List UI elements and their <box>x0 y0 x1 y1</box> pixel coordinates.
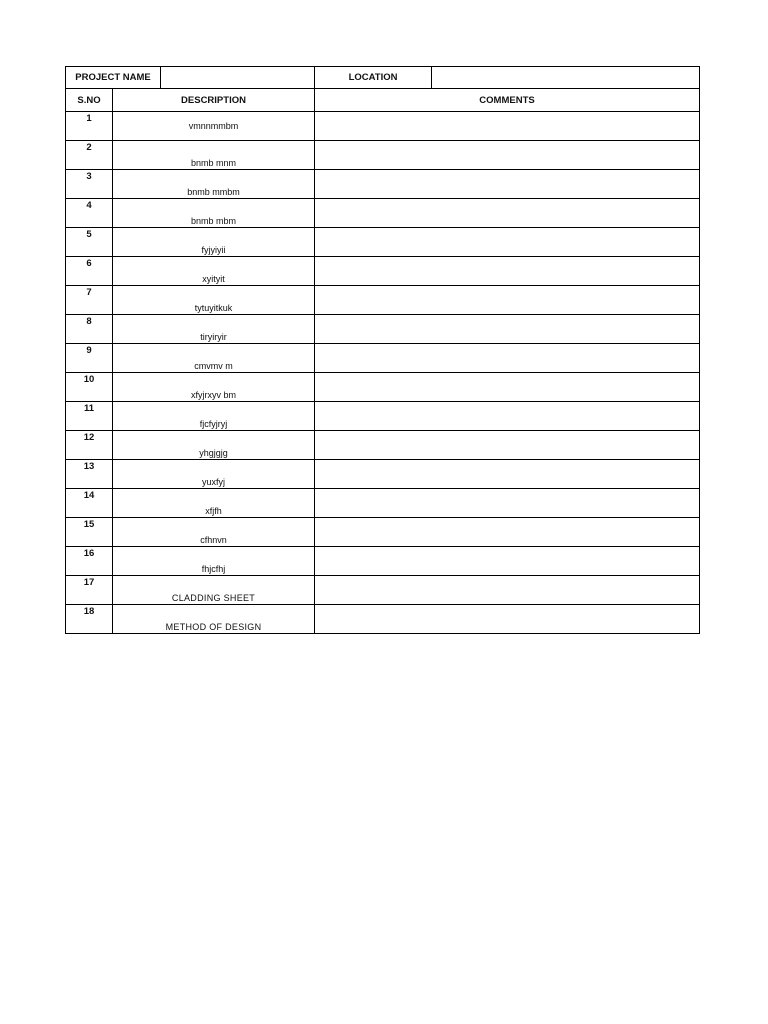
row-comment-cell[interactable] <box>315 344 700 373</box>
row-description: xfyjrxyv bm <box>113 373 315 402</box>
row-comment-cell[interactable] <box>315 547 700 576</box>
document-sheet <box>65 66 699 634</box>
row-sno: 16 <box>66 547 113 576</box>
project-table <box>65 66 700 634</box>
row-comment-cell[interactable] <box>315 373 700 402</box>
row-description: fjcfyjryj <box>113 402 315 431</box>
column-header-row <box>66 89 700 112</box>
row-description: yhgjgjg <box>113 431 315 460</box>
location-value-cell[interactable] <box>432 67 700 89</box>
row-sno: 1 <box>66 112 113 141</box>
project-name-value-cell[interactable] <box>161 67 315 89</box>
row-comment-cell[interactable] <box>315 402 700 431</box>
row-sno: 11 <box>66 402 113 431</box>
project-header-row <box>66 67 700 89</box>
table-row <box>66 460 700 489</box>
row-comment-cell[interactable] <box>315 199 700 228</box>
row-description: bnmb mbm <box>113 199 315 228</box>
row-comment-cell[interactable] <box>315 518 700 547</box>
row-sno: 2 <box>66 141 113 170</box>
row-comment-cell[interactable] <box>315 112 700 141</box>
row-sno: 12 <box>66 431 113 460</box>
row-description: CLADDING SHEET <box>113 576 315 605</box>
table-row <box>66 344 700 373</box>
row-sno: 6 <box>66 257 113 286</box>
table-row <box>66 170 700 199</box>
table-row <box>66 257 700 286</box>
row-description: vmnnmmbm <box>113 112 315 141</box>
table-row <box>66 431 700 460</box>
row-sno: 13 <box>66 460 113 489</box>
table-row <box>66 373 700 402</box>
row-description: METHOD OF DESIGN <box>113 605 315 634</box>
row-description: tiryiryir <box>113 315 315 344</box>
table-row <box>66 112 700 141</box>
row-comment-cell[interactable] <box>315 228 700 257</box>
row-description: fhjcfhj <box>113 547 315 576</box>
row-sno: 18 <box>66 605 113 634</box>
row-description: xfjfh <box>113 489 315 518</box>
table-row <box>66 286 700 315</box>
column-header-comments: COMMENTS <box>315 89 700 112</box>
table-row <box>66 228 700 257</box>
row-comment-cell[interactable] <box>315 170 700 199</box>
row-comment-cell[interactable] <box>315 286 700 315</box>
row-comment-cell[interactable] <box>315 460 700 489</box>
column-header-description: DESCRIPTION <box>113 89 315 112</box>
row-description: bnmb mnm <box>113 141 315 170</box>
table-row <box>66 605 700 634</box>
row-description: fyjyiyii <box>113 228 315 257</box>
row-sno: 10 <box>66 373 113 402</box>
row-sno: 8 <box>66 315 113 344</box>
row-sno: 3 <box>66 170 113 199</box>
row-sno: 15 <box>66 518 113 547</box>
table-row <box>66 141 700 170</box>
row-sno: 7 <box>66 286 113 315</box>
row-description: tytuyitkuk <box>113 286 315 315</box>
row-sno: 14 <box>66 489 113 518</box>
row-comment-cell[interactable] <box>315 576 700 605</box>
row-description: bnmb mmbm <box>113 170 315 199</box>
location-label: LOCATION <box>315 67 432 89</box>
row-sno: 17 <box>66 576 113 605</box>
row-comment-cell[interactable] <box>315 489 700 518</box>
row-comment-cell[interactable] <box>315 257 700 286</box>
row-comment-cell[interactable] <box>315 315 700 344</box>
table-row <box>66 547 700 576</box>
row-sno: 5 <box>66 228 113 257</box>
table-row <box>66 315 700 344</box>
row-description: yuxfyj <box>113 460 315 489</box>
row-comment-cell[interactable] <box>315 141 700 170</box>
table-row <box>66 402 700 431</box>
row-description: xyityit <box>113 257 315 286</box>
table-row <box>66 199 700 228</box>
row-comment-cell[interactable] <box>315 431 700 460</box>
row-comment-cell[interactable] <box>315 605 700 634</box>
row-description: cmvmv m <box>113 344 315 373</box>
row-sno: 9 <box>66 344 113 373</box>
table-row <box>66 489 700 518</box>
row-description: cfhnvn <box>113 518 315 547</box>
column-header-sno: S.NO <box>66 89 113 112</box>
table-row <box>66 518 700 547</box>
table-body <box>66 67 700 634</box>
project-name-label: PROJECT NAME <box>66 67 161 89</box>
table-row <box>66 576 700 605</box>
row-sno: 4 <box>66 199 113 228</box>
